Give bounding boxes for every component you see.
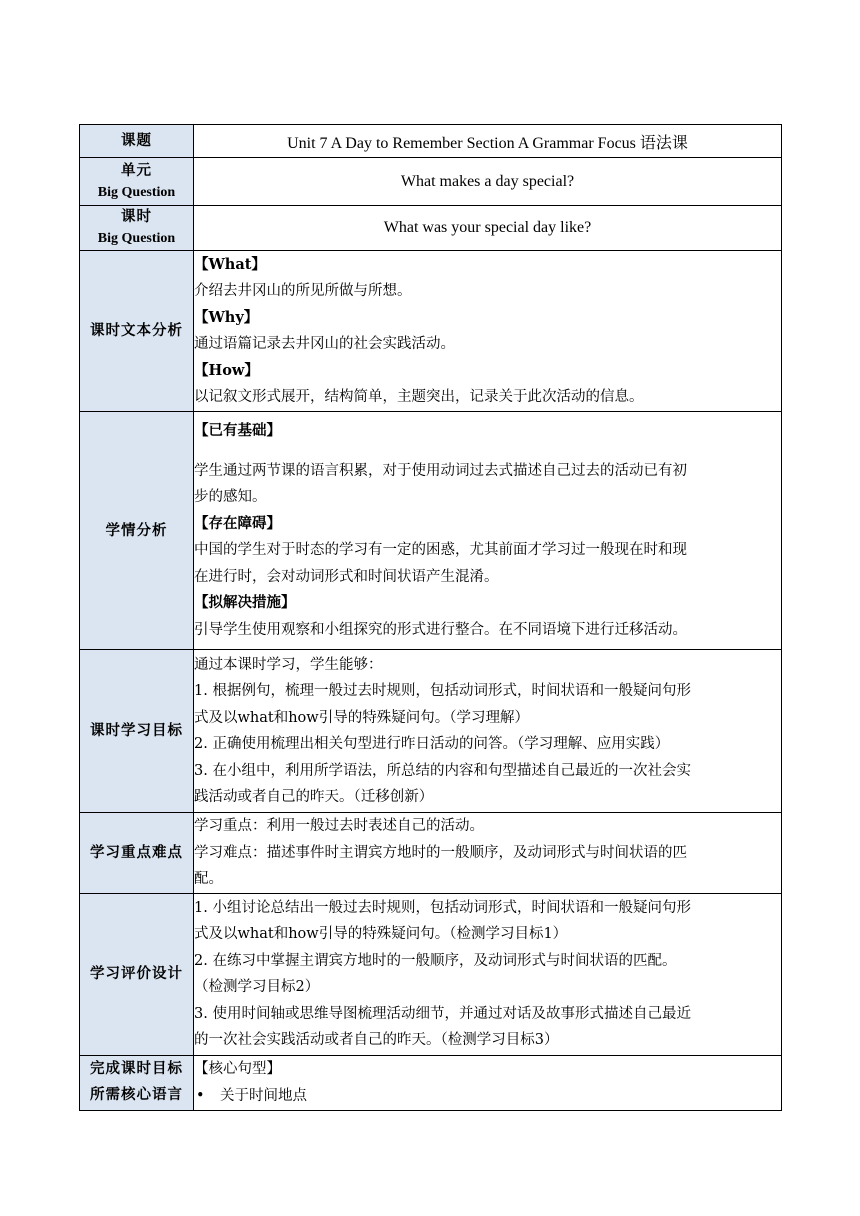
key-points-label: 学习重点难点 [80, 813, 194, 894]
objective-3-line-2: 践活动或者自己的昨天。（迁移创新） [194, 789, 434, 805]
evaluation-3-line-2: 的一次社会实践活动或者自己的昨天。（检测学习目标3） [194, 1032, 559, 1048]
focus-text: 学习重点：利用一般过去时表述自己的活动。 [194, 818, 484, 834]
row-key-points [80, 813, 782, 894]
unit-question-value: What makes a day special? [194, 158, 782, 206]
obstacle-heading: 【存在障碍】 [194, 514, 281, 532]
objectives-label: 课时学习目标 [80, 650, 194, 813]
basis-heading: 【已有基础】 [194, 422, 281, 439]
how-heading: 【How】 [194, 361, 259, 379]
evaluation-2-line-2: （检测学习目标2） [194, 979, 320, 995]
lesson-plan-table [79, 124, 782, 1111]
objectives-intro: 通过本课时学习，学生能够： [194, 656, 383, 673]
lesson-question-value: What was your special day like? [194, 206, 782, 251]
bullet-icon: • [196, 1087, 205, 1104]
topic-value: Unit 7 A Day to Remember Section A Grammar Focus 语法课 [194, 125, 782, 158]
basis-text-2: 步的感知。 [194, 489, 267, 505]
row-core-language [80, 1055, 782, 1110]
row-evaluation [80, 893, 782, 1055]
what-text: 介绍去井冈山的所见所做与所想。 [194, 283, 412, 299]
objective-3-line-1: 3. 在小组中，利用所学语法，所总结的内容和句型描述自己最近的一次社会实 [194, 762, 691, 779]
obstacle-text-1: 中国的学生对于时态的学习有一定的困惑，尤其前面才学习过一般现在时和现 [194, 542, 687, 558]
lesson-question-label: 课时 Big Question [80, 206, 194, 251]
objectives-content [194, 650, 782, 813]
unit-question-label: 单元 Big Question [80, 158, 194, 206]
core-language-label: 完成课时目标 所需核心语言 [80, 1055, 194, 1110]
difficulty-text-2: 配。 [194, 871, 223, 887]
why-heading: 【Why】 [194, 308, 259, 326]
row-lesson-question [80, 206, 782, 251]
evaluation-2-line-1: 2. 在练习中掌握主谓宾方地时的一般顺序，及动词形式与时间状语的匹配。 [194, 952, 677, 969]
list-item [194, 1083, 781, 1110]
topic-label: 课题 [80, 125, 194, 158]
evaluation-1-line-1: 1. 小组讨论总结出一般过去时规则，包括动词形式，时间状语和一般疑问句形 [194, 899, 691, 916]
core-sentences-heading: 【核心句型】 [194, 1061, 281, 1077]
row-learner-analysis [80, 412, 782, 650]
learner-analysis-content [194, 412, 782, 650]
evaluation-3-line-1: 3. 使用时间轴或思维导图梳理活动细节，并通过对话及故事形式描述自己最近 [194, 1005, 691, 1022]
difficulty-text-1: 学习难点：描述事件时主谓宾方地时的一般顺序，及动词形式与时间状语的匹 [194, 844, 687, 861]
row-text-analysis [80, 251, 782, 412]
obstacle-text-2: 在进行时，会对动词形式和时间状语产生混淆。 [194, 568, 499, 585]
how-text: 以记叙文形式展开，结构简单，主题突出，记录关于此次活动的信息。 [194, 389, 644, 405]
why-text: 通过语篇记录去井冈山的社会实践活动。 [194, 336, 455, 352]
core-language-content [194, 1055, 782, 1110]
solution-text: 引导学生使用观察和小组探究的形式进行整合。在不同语境下进行迁移活动。 [194, 621, 687, 638]
objective-1-line-1: 1. 根据例句，梳理一般过去时规则，包括动词形式，时间状语和一般疑问句形 [194, 683, 691, 699]
row-objectives [80, 650, 782, 813]
row-topic [80, 125, 782, 158]
evaluation-label: 学习评价设计 [80, 893, 194, 1055]
key-points-content [194, 813, 782, 894]
solution-heading: 【拟解决措施】 [194, 594, 296, 611]
what-heading: 【What】 [194, 255, 266, 273]
basis-text-1: 学生通过两节课的语言积累，对于使用动词过去式描述自己过去的活动已有初 [194, 462, 687, 479]
evaluation-1-line-2: 式及以what和how引导的特殊疑问句。（检测学习目标1） [194, 926, 568, 942]
row-unit-question [80, 158, 782, 206]
text-analysis-label: 课时文本分析 [80, 251, 194, 412]
objective-1-line-2: 式及以what和how引导的特殊疑问句。（学习理解） [194, 709, 529, 726]
objective-2-line-1: 2. 正确使用梳理出相关句型进行昨日活动的问答。（学习理解、应用实践） [194, 736, 670, 752]
learner-analysis-label: 学情分析 [80, 412, 194, 650]
evaluation-content [194, 893, 782, 1055]
text-analysis-content [194, 251, 782, 412]
bullet-text: 关于时间地点 [220, 1087, 307, 1104]
